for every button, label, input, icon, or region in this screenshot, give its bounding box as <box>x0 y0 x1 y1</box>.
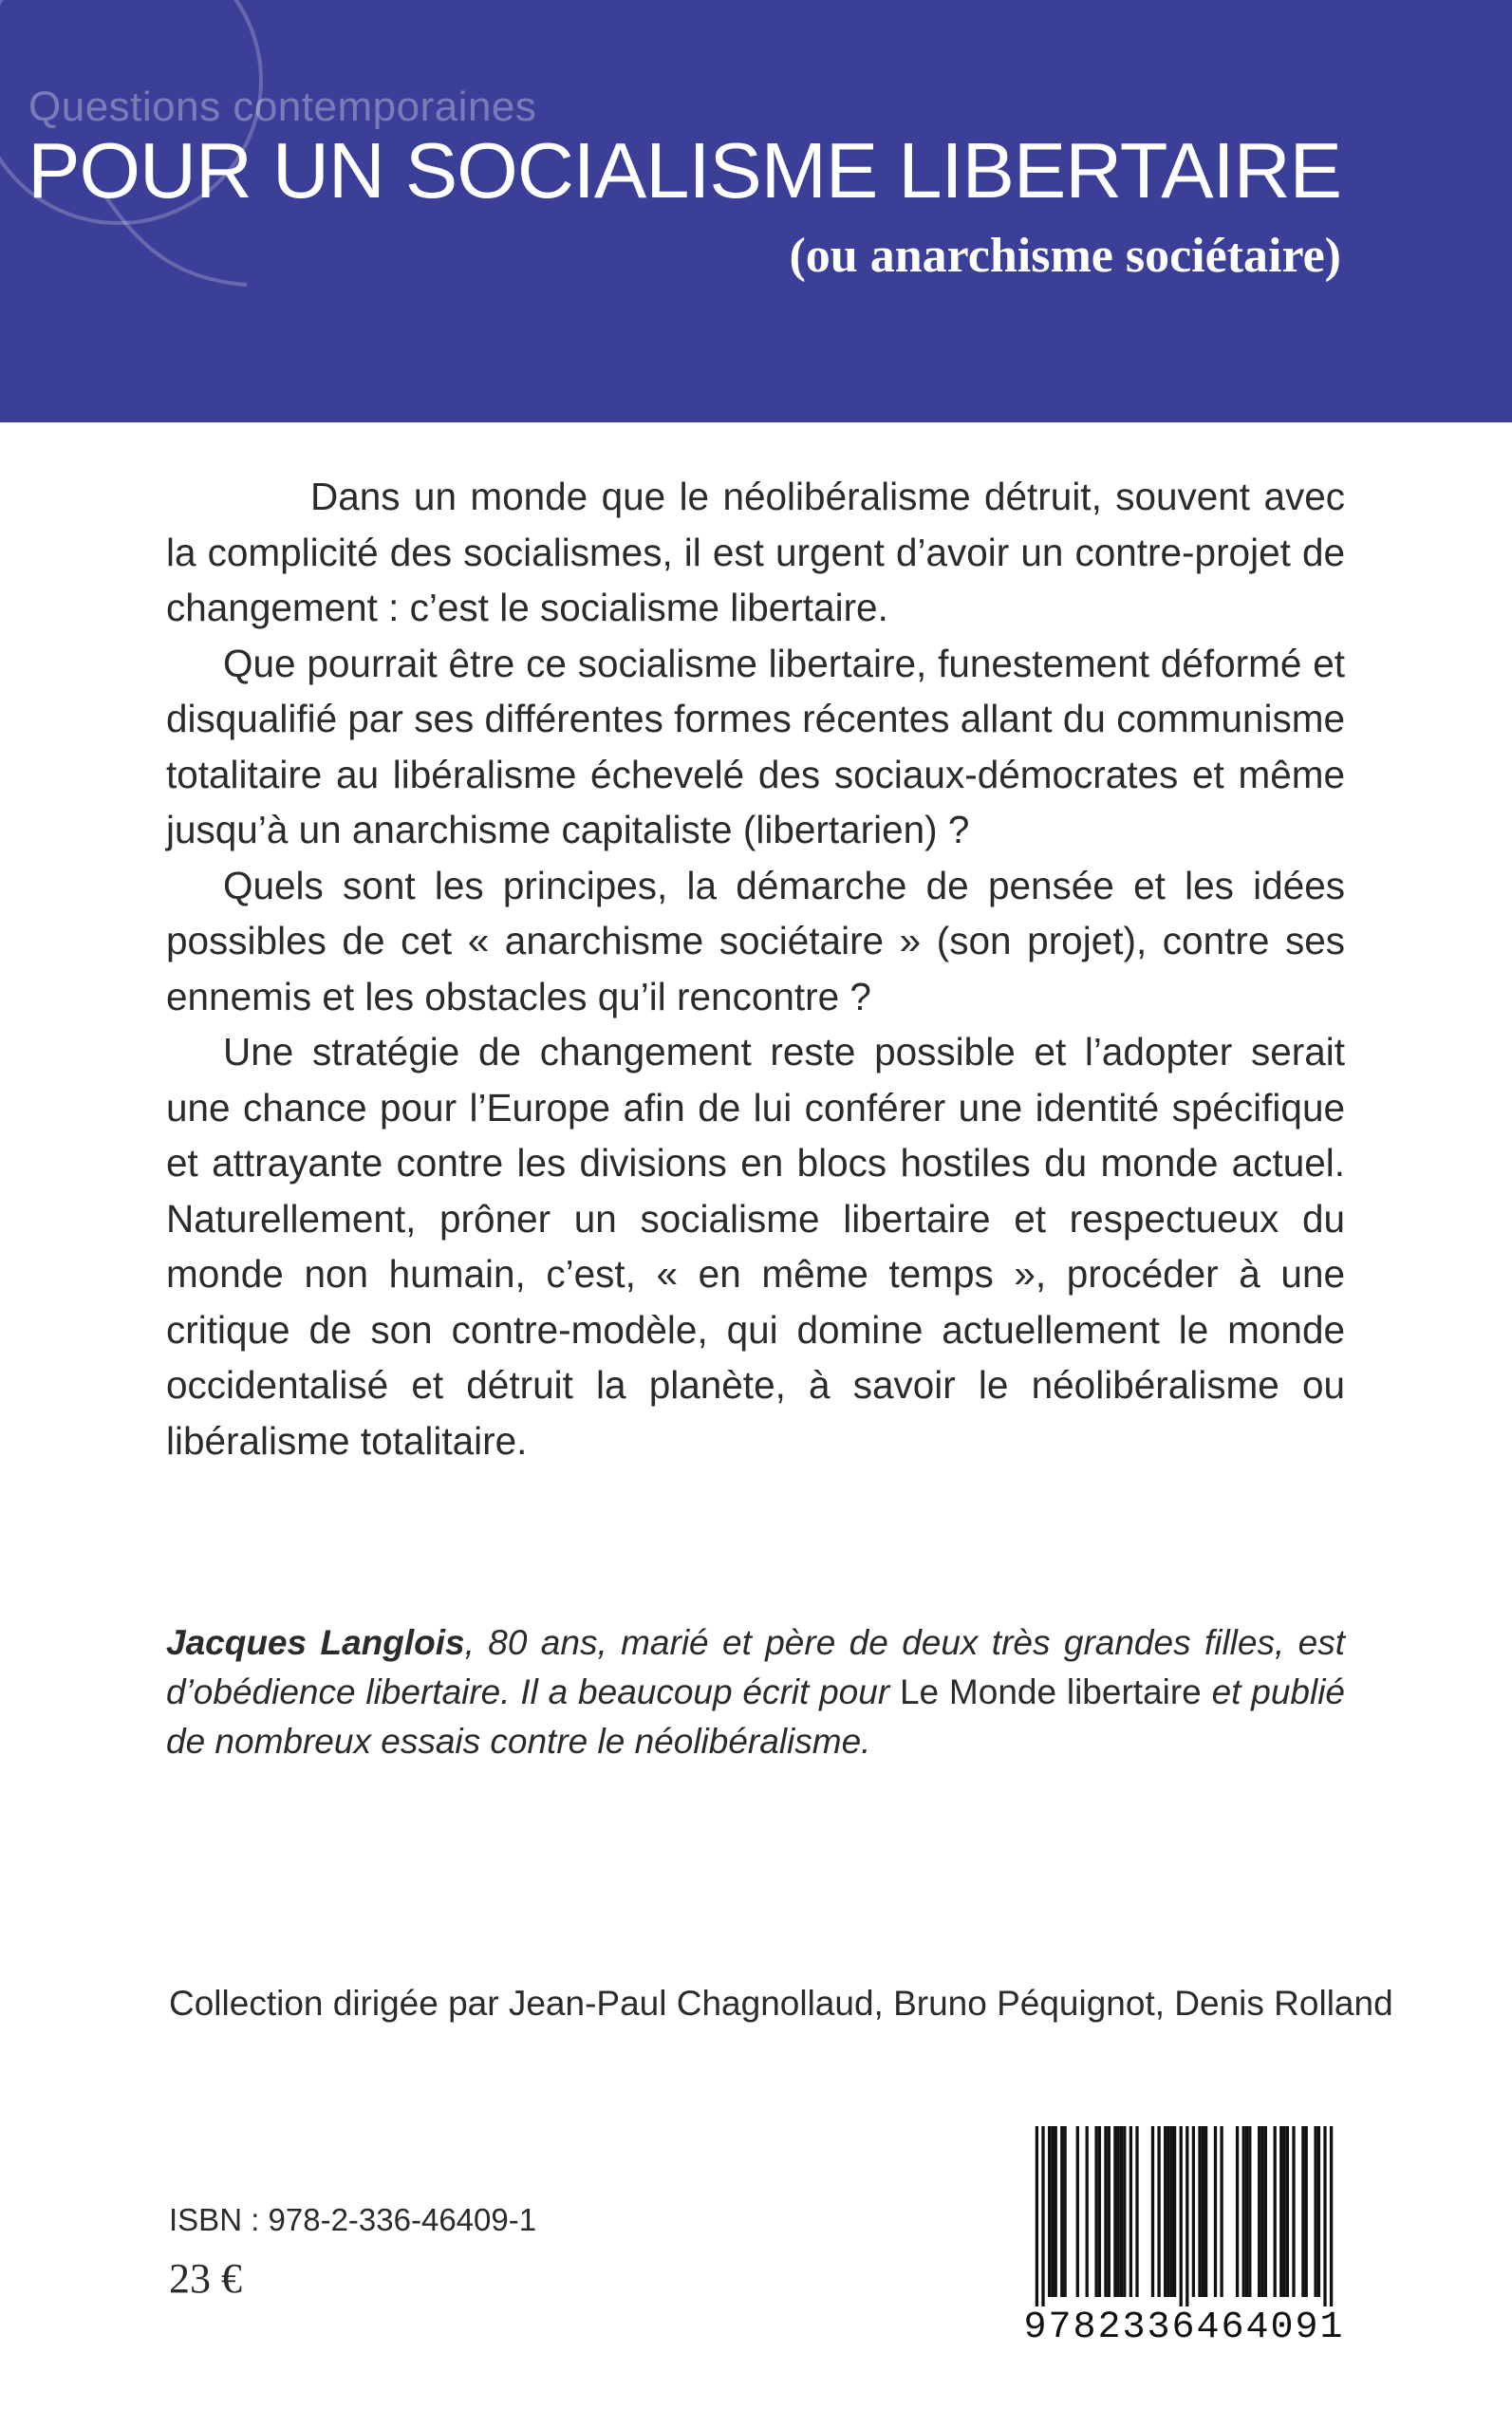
author-bio <box>166 1618 1345 1766</box>
barcode-bar <box>1123 2126 1126 2297</box>
barcode-bar <box>1323 2126 1326 2306</box>
barcode-bar <box>1094 2126 1097 2297</box>
barcode-bar <box>1204 2126 1207 2297</box>
barcode-bar <box>1330 2126 1333 2306</box>
barcode-bar <box>1104 2126 1107 2297</box>
barcode-bar <box>1086 2126 1089 2297</box>
barcode-bar <box>1076 2126 1079 2297</box>
barcode-bar <box>1170 2126 1173 2297</box>
blurb-paragraph: Que pourrait être ce socialisme libertaire, funestement déformé et disqualifié par ses différentes formes récentes allant du communisme totalitaire au libéralisme échevelé des sociaux-démocrates et même jusqu’à un anarchisme capitaliste (libertarien) ? <box>166 641 1345 851</box>
barcode-bar <box>1214 2126 1217 2297</box>
barcode-bar <box>1314 2126 1316 2297</box>
barcode-bar <box>1305 2126 1308 2297</box>
barcode-bar <box>1120 2126 1123 2297</box>
book-title: POUR UN SOCIALISME LIBERTAIRE <box>28 126 1341 215</box>
cover-header <box>0 0 1512 422</box>
isbn: ISBN : 978-2-336-46409-1 <box>169 2202 537 2237</box>
barcode-bar <box>1317 2126 1320 2297</box>
collection-editors: Collection dirigée par Jean-Paul Chagnollaud, Bruno Péquignot, Denis Rolland <box>169 1984 1393 2023</box>
price: 23 € <box>169 2255 242 2302</box>
blurb-paragraph: Une stratégie de changement reste possible et l’adopter serait une chance pour l’Europe afin de lui conférer une identité spécifique et attrayante contre les divisions en blocs hostiles du monde actuel. Naturellement, prôner un socialisme libertaire et respectueux du monde non humain, c’est, « en même temps », procéder à une critique de son contre-modèle, qui domine actuellement le monde occidentalisé et détruit la planète, à savoir le néolibéralisme ou libéralisme totalitaire. <box>166 1030 1345 1463</box>
barcode-bar <box>1151 2126 1154 2297</box>
author-name: Jacques Langlois <box>166 1623 465 1662</box>
barcode-bar <box>1129 2126 1132 2297</box>
barcode-bar <box>1198 2126 1201 2297</box>
book-subtitle: (ou anarchisme sociétaire) <box>789 229 1341 283</box>
barcode-bar <box>1248 2126 1251 2297</box>
barcode-bar <box>1164 2126 1167 2297</box>
barcode-bar <box>1245 2126 1248 2297</box>
author-bio-text-end: et publié de nombreux essais contre le néolibéralisme. <box>166 1672 1345 1761</box>
barcode-bar <box>1048 2126 1051 2297</box>
barcode-bar <box>1060 2126 1063 2297</box>
blurb-paragraph: Quels sont les principes, la démarche de pensée et les idées possibles de cet « anarchisme sociétaire » (son projet), contre ses ennemis et les obstacles qu’il rencontre ? <box>166 863 1345 1018</box>
barcode-icon <box>1020 2126 1348 2306</box>
barcode-bar <box>1220 2126 1223 2297</box>
barcode-bar <box>1286 2126 1289 2297</box>
barcode-bar <box>1108 2126 1111 2297</box>
barcode-bar <box>1167 2126 1169 2297</box>
barcode-bar <box>1236 2126 1239 2297</box>
author-bio-text: , 80 ans, marié et père de deux très grandes filles, est d’obédience libertaire. Il a beaucoup écrit pour <box>166 1623 1345 1711</box>
barcode-bar <box>1098 2126 1101 2297</box>
barcode-digits: 9782336464091 <box>1023 2306 1345 2349</box>
barcode-bar <box>1157 2126 1160 2297</box>
barcode-bar <box>1264 2126 1267 2297</box>
barcode-bar <box>1180 2126 1183 2306</box>
barcode-bar <box>1117 2126 1120 2297</box>
barcode-bar <box>1202 2126 1204 2297</box>
barcode-bar <box>1260 2126 1263 2297</box>
barcode-bar <box>1135 2126 1138 2297</box>
barcode-bar <box>1055 2126 1057 2297</box>
barcode-bar <box>1192 2126 1195 2297</box>
barcode-bar <box>1274 2126 1277 2297</box>
barcode-bar <box>1242 2126 1245 2297</box>
barcode <box>1020 2126 1348 2349</box>
publication-name: Le Monde libertaire <box>899 1672 1202 1711</box>
barcode-bar <box>1113 2126 1116 2297</box>
barcode-bar <box>1258 2126 1260 2297</box>
barcode-bar <box>1036 2126 1038 2306</box>
barcode-bar <box>1051 2126 1054 2297</box>
blurb <box>166 469 1345 1468</box>
barcode-bar <box>1292 2126 1295 2297</box>
series-name: Questions contemporaines <box>28 84 537 130</box>
barcode-bar <box>1279 2126 1282 2297</box>
barcode-bar <box>1185 2126 1188 2306</box>
barcode-bar <box>1173 2126 1176 2297</box>
barcode-bar <box>1301 2126 1304 2297</box>
barcode-bar <box>1282 2126 1285 2297</box>
blurb-paragraph: Dans un monde que le néolibéralisme détruit, souvent avec la complicité des socialismes, il est urgent d’avoir un contre-projet de changement : c’est le socialisme libertaire. <box>166 475 1345 629</box>
barcode-bar <box>1041 2126 1044 2306</box>
barcode-bar <box>1063 2126 1066 2297</box>
